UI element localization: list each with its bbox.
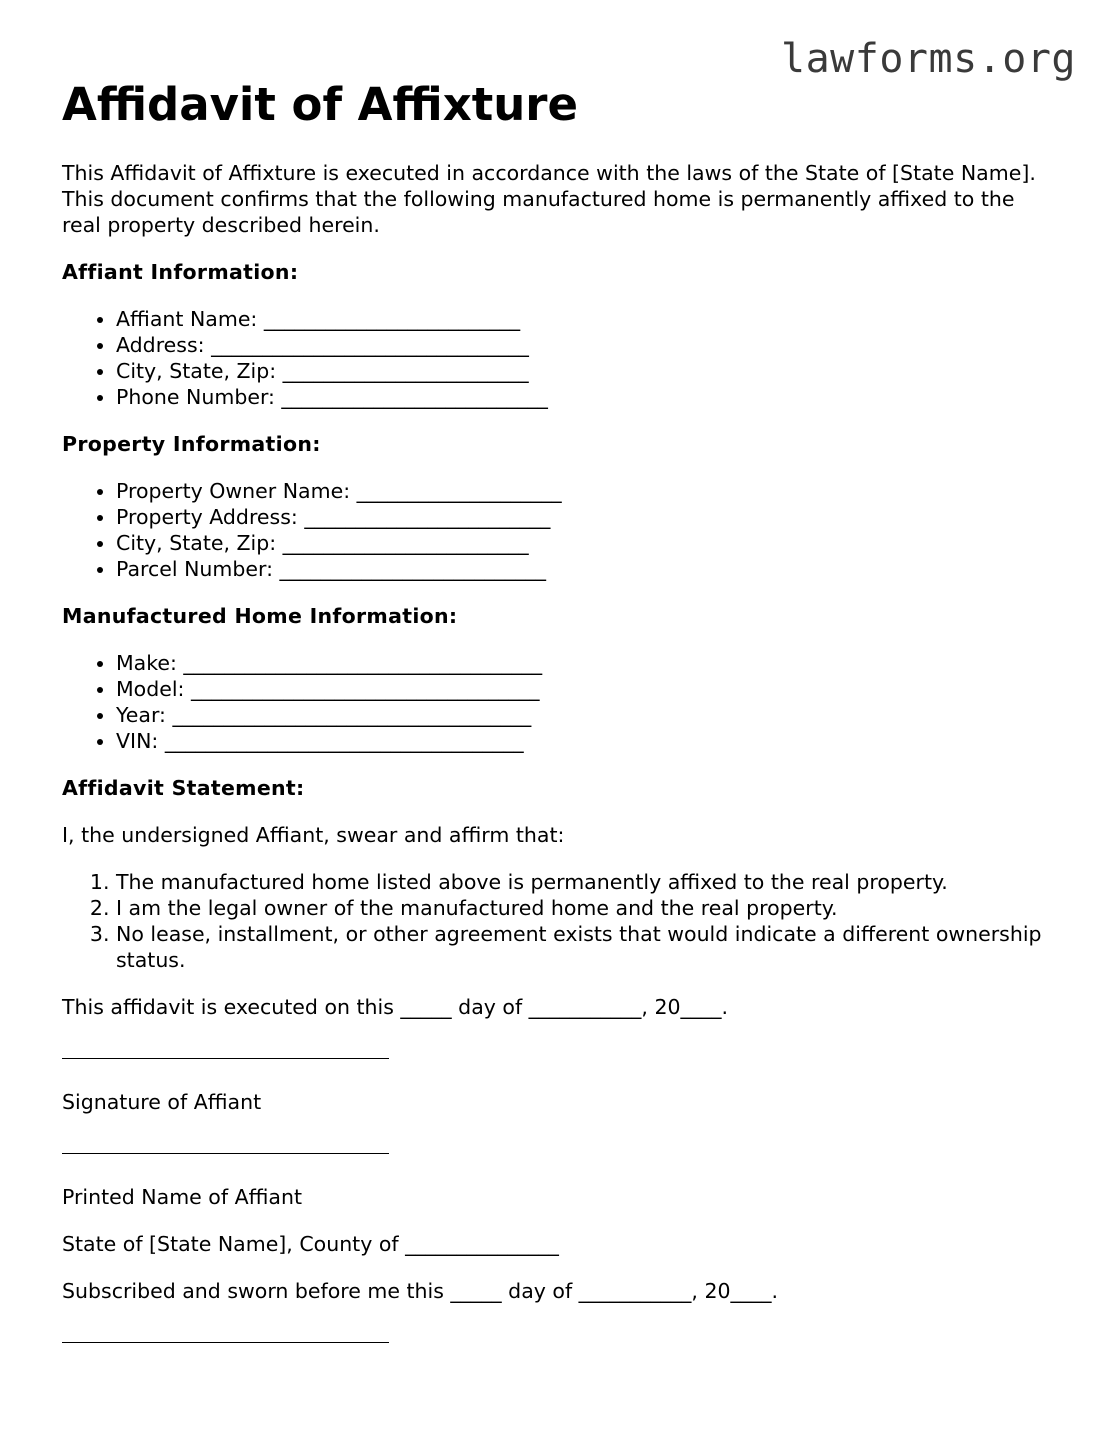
affiant-list — [62, 306, 1052, 410]
home-list — [62, 650, 1052, 754]
statement-lead: I, the undersigned Affiant, swear and affirm that: — [62, 823, 565, 847]
home-model-field: • Model: __________________________________ — [116, 676, 1052, 702]
statement-item: 1. The manufactured home listed above is permanently affixed to the real property. — [116, 869, 1052, 895]
property-list — [62, 478, 1052, 582]
notary-signature-line — [62, 1326, 1052, 1352]
county-line: State of [State Name], County of _______________ — [62, 1232, 559, 1256]
page-title: Affidavit of Affixture — [62, 78, 578, 131]
home-make-field: • Make: ___________________________________ — [116, 650, 1052, 676]
property-address-field: • Property Address: ________________________ — [116, 504, 1052, 530]
affiant-phone-field: • Phone Number: __________________________ — [116, 384, 1052, 410]
affiant-heading: Affiant Information: — [62, 260, 299, 284]
statement-heading: Affidavit Statement: — [62, 776, 305, 800]
signature-line — [62, 1042, 1052, 1068]
signature-label: Signature of Affiant — [62, 1090, 262, 1114]
affiant-city-field: • City, State, Zip: ________________________ — [116, 358, 1052, 384]
execution-date-line: This affidavit is executed on this _____ day of ___________, 20____. — [62, 995, 729, 1019]
printed-name-label: Printed Name of Affiant — [62, 1185, 303, 1209]
home-heading: Manufactured Home Information: — [62, 604, 458, 628]
document-page — [62, 78, 1052, 1352]
property-parcel-field: • Parcel Number: __________________________ — [116, 556, 1052, 582]
statement-item: 3. No lease, installment, or other agreement exists that would indicate a different ownership status. — [116, 921, 1052, 973]
sworn-line: Subscribed and sworn before me this _____ day of ___________, 20____. — [62, 1279, 779, 1303]
printed-name-line — [62, 1137, 1052, 1163]
statement-list — [62, 869, 1052, 973]
affiant-name-field: • Affiant Name: _________________________ — [116, 306, 1052, 332]
intro-paragraph: This Affidavit of Affixture is executed in accordance with the laws of the State of [State Name]. This document confirms that the following manufactured home is permanently affixed to the real property described herein. — [62, 161, 1036, 237]
watermark-text: lawforms.org — [781, 36, 1076, 82]
property-heading: Property Information: — [62, 432, 321, 456]
property-owner-field: • Property Owner Name: ____________________ — [116, 478, 1052, 504]
property-city-field: • City, State, Zip: ________________________ — [116, 530, 1052, 556]
home-year-field: • Year: ___________________________________ — [116, 702, 1052, 728]
statement-item: 2. I am the legal owner of the manufactured home and the real property. — [116, 895, 1052, 921]
affiant-address-field: • Address: _______________________________ — [116, 332, 1052, 358]
home-vin-field: • VIN: ___________________________________ — [116, 728, 1052, 754]
